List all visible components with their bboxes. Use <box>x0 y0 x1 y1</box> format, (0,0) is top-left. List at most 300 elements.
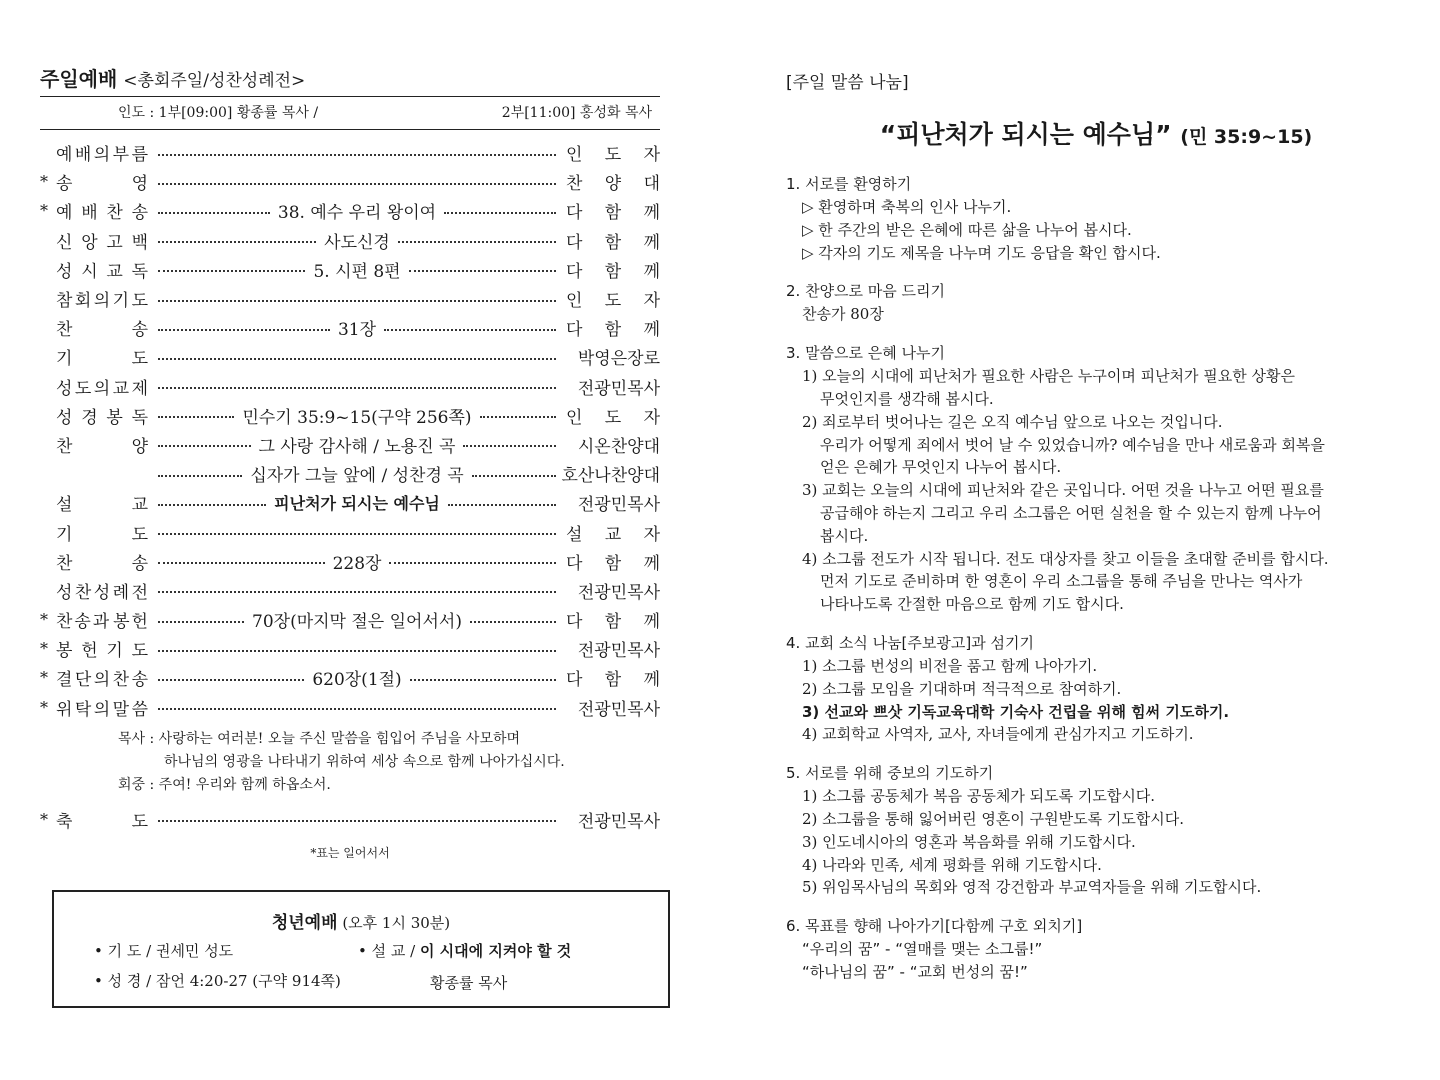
order-person <box>566 286 660 311</box>
order-label-char: 도 <box>131 291 148 312</box>
dot-leader <box>158 401 556 430</box>
order-label-char: 설 <box>56 495 73 516</box>
order-label <box>56 490 148 515</box>
dot-line <box>463 445 556 447</box>
dot-leader <box>158 488 556 517</box>
section-heading: 5. 서로를 위해 중보의 기도하기 <box>786 764 994 783</box>
order-label-char: 말 <box>112 699 130 720</box>
dot-line <box>158 591 556 593</box>
order-label-char: 송 <box>56 174 73 195</box>
order-label-char: 의 <box>93 699 111 720</box>
order-person-char: 다 <box>566 612 583 633</box>
order-label-char: 봉 <box>56 641 73 662</box>
order-row <box>40 517 660 546</box>
dot-line <box>384 329 556 331</box>
section-item: 2) 죄로부터 벗어나는 길은 오직 예수님 앞으로 나오는 것입니다. <box>802 412 1223 431</box>
dot-line <box>158 241 316 243</box>
order-label-char: 도 <box>131 641 148 662</box>
dot-line <box>398 241 556 243</box>
order-person <box>566 578 660 603</box>
section-item: 3) 선교와 쁘삿 기독교육대학 기숙사 건립을 위해 힘써 기도하기. <box>802 702 1230 721</box>
section-item: 1) 소그룹 공동체가 복음 공동체가 되도록 기도합시다. <box>802 787 1156 806</box>
order-person-char: 함 <box>604 203 622 224</box>
order-label-char: 독 <box>131 261 148 282</box>
order-label <box>56 695 148 720</box>
dot-leader <box>158 313 556 342</box>
order-person-char: 교 <box>604 524 622 545</box>
section-item: 3) 인도네시아의 영혼과 복음화를 위해 기도합시다. <box>802 832 1136 851</box>
order-label-char: 신 <box>56 232 73 253</box>
dot-leader <box>158 430 556 459</box>
dot-line <box>389 562 556 564</box>
dot-line <box>472 475 556 477</box>
dot-line <box>158 504 266 506</box>
youth-preacher: 황종률 목사 <box>430 974 508 992</box>
order-person <box>566 403 660 428</box>
order-person-char: 께 <box>643 553 660 574</box>
dot-leader <box>158 663 556 692</box>
order-person-char: 양 <box>604 174 622 195</box>
order-label <box>56 169 148 194</box>
dot-leader <box>158 342 556 371</box>
order-label-char: 찬 <box>56 612 73 633</box>
order-label-char: 성 <box>93 582 111 603</box>
dot-leader <box>158 167 556 196</box>
dot-leader <box>158 634 556 663</box>
sharing-title-line <box>786 115 1406 151</box>
order-label <box>56 374 148 399</box>
order-person-char: 전광민목사 <box>577 378 660 399</box>
order-detail: 피난처가 되시는 예수님 <box>274 494 440 514</box>
order-label-char: 찬 <box>74 582 92 603</box>
order-label-char: 독 <box>131 407 148 428</box>
order-person-char: 인 <box>566 407 583 428</box>
section-item: 5) 위임목사님의 목회와 영적 강건함과 부교역자들을 위해 기도합시다. <box>802 878 1262 897</box>
order-person <box>566 169 660 194</box>
order-person-char: 께 <box>643 612 660 633</box>
section-heading: 2. 찬양으로 마음 드리기 <box>786 282 946 301</box>
order-label-char: 영 <box>131 174 148 195</box>
section-item: 1) 소그룹 번성의 비전을 품고 함께 나아가기. <box>802 656 1098 675</box>
order-label-char: 제 <box>131 378 148 399</box>
order-label-char: 탁 <box>74 699 92 720</box>
order-detail: 620장(1절) <box>312 670 402 691</box>
order-person <box>566 344 660 369</box>
order-row <box>40 342 660 371</box>
dot-line <box>158 445 251 447</box>
order-person <box>566 140 660 165</box>
order-row <box>40 488 660 517</box>
order-person-char: 함 <box>604 670 622 691</box>
sharing-sections <box>786 173 1406 984</box>
dot-leader <box>158 547 556 576</box>
order-label-char: 의 <box>93 145 111 166</box>
order-detail: 70장(마지막 절은 일어서서) <box>252 612 462 633</box>
section-item: 무엇인지를 생각해 봅시다. <box>820 389 994 408</box>
order-person-char: 전광민목사 <box>577 495 660 516</box>
dot-line <box>158 183 556 185</box>
worship-subtitle: <총회주일/성찬성례전> <box>123 71 306 91</box>
order-label-char: 찬 <box>112 670 130 691</box>
order-label-char: 송 <box>131 670 148 691</box>
response-congregation: 회중 : 주여! 우리와 함께 하옵소서. <box>118 776 331 793</box>
order-person <box>566 490 660 515</box>
order-person-char: 시온찬양대 <box>577 436 660 457</box>
order-person <box>561 461 660 487</box>
order-label-char: 시 <box>81 261 98 282</box>
sharing-section <box>786 342 1406 616</box>
order-label-char: 의 <box>93 670 111 691</box>
order-person-char: 전광민목사 <box>577 582 660 603</box>
order-label-char: 단 <box>74 670 92 691</box>
section-item: “우리의 꿈” - “열매를 맺는 소그룹!” <box>802 940 1043 959</box>
order-label-char: 부 <box>112 145 130 166</box>
order-label-char: 과 <box>92 612 110 633</box>
order-person <box>566 665 660 690</box>
order-row <box>40 255 660 284</box>
section-item: ▷ 한 주간의 받은 은혜에 따른 삶을 나누어 봅시다. <box>802 220 1132 239</box>
response-pastor-line-1: 목사 : 사랑하는 여러분! 오늘 주신 말씀을 힘입어 주님을 사모하며 <box>118 730 521 747</box>
order-person-char: 인 <box>566 145 583 166</box>
section-item: 3) 교회는 오늘의 시대에 피난처와 같은 곳입니다. 어떤 것을 나누고 어떤 필요를 <box>802 481 1324 500</box>
order-person-char: 박영은장로 <box>577 349 660 370</box>
order-label-char: 도 <box>131 811 148 832</box>
order-detail: 그 사랑 감사해 / 노용진 곡 <box>258 436 456 457</box>
dot-line <box>158 416 234 418</box>
order-label-char: 배 <box>74 145 92 166</box>
standing-mark: * <box>40 668 48 688</box>
order-label-char: 례 <box>112 582 130 603</box>
youth-prayer: • 기 도 / 권세민 성도 <box>94 942 234 960</box>
order-person-char: 다 <box>566 232 583 253</box>
order-label <box>56 286 148 311</box>
order-person-char: 도 <box>604 407 622 428</box>
order-label <box>56 403 148 428</box>
section-item: 먼저 기도로 준비하며 한 영혼이 우리 소그룹을 통해 주님을 만나는 역사가 <box>820 572 1303 591</box>
order-label-char: 양 <box>131 436 148 457</box>
section-heading: 1. 서로를 환영하기 <box>786 175 912 193</box>
order-label-char: 결 <box>56 670 73 691</box>
order-label-char: 축 <box>56 811 73 832</box>
order-of-service <box>40 138 660 722</box>
order-person-char: 함 <box>604 612 622 633</box>
order-person <box>566 636 660 661</box>
order-row <box>40 605 660 634</box>
section-item: 4) 교회학교 사역자, 교사, 자녀들에게 관심가지고 기도하기. <box>802 725 1194 744</box>
order-label-char: 성 <box>56 407 73 428</box>
sharing-title: “피난처가 되시는 예수님” <box>879 120 1172 149</box>
order-label <box>56 665 148 690</box>
standing-mark: * <box>40 697 48 717</box>
section-item: 2) 소그룹을 통해 잃어버린 영혼이 구원받도록 기도합시다. <box>802 809 1185 828</box>
order-person-char: 자 <box>643 524 660 545</box>
section-item: 4) 소그룹 전도가 시작 됩니다. 전도 대상자를 찾고 이들을 초대할 준비를 합시다. <box>802 549 1329 568</box>
dot-line <box>158 533 556 535</box>
responsive-reading <box>40 728 660 797</box>
section-item: 4) 나라와 민족, 세계 평화를 위해 기도합시다. <box>802 855 1102 874</box>
order-label-char: 회 <box>74 291 92 312</box>
standing-mark: * <box>40 610 48 630</box>
section-item: 찬송가 80장 <box>802 305 884 324</box>
order-label <box>56 228 148 253</box>
order-label <box>56 315 148 340</box>
worship-order-page <box>40 64 660 861</box>
order-person-char: 전광민목사 <box>577 811 660 832</box>
order-label-char: 찬 <box>56 320 73 341</box>
sharing-section <box>786 762 1406 899</box>
response-pastor-line-2: 하나님의 영광을 나타내기 위하여 세상 속으로 함께 나아가십시다. <box>164 753 565 770</box>
worship-heading <box>40 64 660 96</box>
order-label-char: 의 <box>93 291 111 312</box>
order-row <box>40 663 660 692</box>
youth-heading <box>54 908 668 933</box>
order-person <box>566 807 660 832</box>
order-row <box>40 430 660 459</box>
sharing-section <box>786 280 1406 326</box>
dot-leader <box>158 196 556 225</box>
order-detail: 십자가 그늘 앞에 / 성찬경 곡 <box>250 466 464 487</box>
order-person-char: 전광민목사 <box>577 699 660 720</box>
order-label <box>56 520 148 545</box>
order-person-char: 다 <box>566 261 583 282</box>
order-row <box>40 805 660 834</box>
order-person-char: 께 <box>643 261 660 282</box>
order-person-char: 께 <box>643 203 660 224</box>
order-person-char: 다 <box>566 553 583 574</box>
order-detail: 민수기 35:9~15(구약 256쪽) <box>242 407 472 428</box>
order-label-char: 백 <box>131 232 148 253</box>
order-label-char: 기 <box>56 349 73 370</box>
order-label-char: 예 <box>56 145 73 166</box>
order-person-char: 도 <box>604 291 622 312</box>
order-label-char: 기 <box>106 641 123 662</box>
section-item: “하나님의 꿈” - “교회 번성의 꿈!” <box>802 962 1028 981</box>
order-person <box>566 520 660 545</box>
order-person <box>566 315 660 340</box>
section-item: 나타나도록 간절한 마음으로 함께 기도 합시다. <box>820 595 1124 614</box>
order-label-char: 위 <box>56 699 73 720</box>
order-label-char: 씀 <box>131 699 148 720</box>
order-person-char: 인 <box>566 291 583 312</box>
order-row <box>40 138 660 167</box>
dot-line <box>448 504 556 506</box>
order-label-char: 송 <box>131 320 148 341</box>
order-person <box>566 607 660 632</box>
order-label-char: 도 <box>131 349 148 370</box>
order-label-char: 송 <box>74 612 91 633</box>
order-row <box>40 226 660 255</box>
dot-line <box>158 212 270 214</box>
dot-line <box>158 679 304 681</box>
order-person-char: 다 <box>566 320 583 341</box>
order-label-char: 찬 <box>106 203 123 224</box>
order-person <box>566 695 660 720</box>
order-person <box>566 432 660 457</box>
order-label <box>56 578 148 603</box>
dot-line <box>158 387 556 389</box>
section-heading: 3. 말씀으로 은혜 나누기 <box>786 344 946 363</box>
order-person <box>566 549 660 574</box>
dot-leader <box>158 138 556 167</box>
order-label-char: 름 <box>131 145 148 166</box>
order-label-char: 배 <box>81 203 98 224</box>
order-person-char: 대 <box>643 174 660 195</box>
dot-line <box>158 270 305 272</box>
order-label-char: 교 <box>106 261 123 282</box>
order-row <box>40 313 660 342</box>
sharing-section <box>786 173 1406 264</box>
order-label-char: 헌 <box>81 641 98 662</box>
order-label <box>56 432 148 457</box>
order-person-char: 호산나찬양대 <box>561 466 660 487</box>
order-label-char: 도 <box>131 524 148 545</box>
section-heading: 4. 교회 소식 나눔[주보광고]과 섬기기 <box>786 633 1034 652</box>
order-person-char: 께 <box>643 670 660 691</box>
section-item: ▷ 각자의 기도 제목을 나누며 기도 응답을 확인 합시다. <box>802 243 1161 262</box>
dot-leader <box>158 576 556 605</box>
order-label-char: 교 <box>112 378 130 399</box>
order-person <box>566 198 660 223</box>
sharing-header: [주일 말씀 나눔] <box>786 73 909 93</box>
section-heading: 6. 목표를 향해 나아가기[다함께 구호 외치기] <box>786 917 1083 936</box>
worship-leaders <box>40 96 660 130</box>
dot-line <box>158 820 556 822</box>
order-label-char: 도 <box>74 378 92 399</box>
order-label <box>56 807 148 832</box>
order-row <box>40 634 660 663</box>
dot-leader <box>158 372 556 401</box>
order-person-char: 찬 <box>566 174 583 195</box>
dot-line <box>158 300 556 302</box>
order-row <box>40 401 660 430</box>
order-label-char: 예 <box>56 203 73 224</box>
order-person-char: 함 <box>604 232 622 253</box>
order-person-char: 설 <box>566 524 583 545</box>
dot-line <box>158 475 242 477</box>
order-label-char: 참 <box>56 291 73 312</box>
sharing-scripture-ref: (민 35:9~15) <box>1180 126 1313 148</box>
standing-mark: * <box>40 172 48 192</box>
youth-sermon-title: 이 시대에 지켜야 할 것 <box>419 942 572 960</box>
dot-line <box>480 416 556 418</box>
order-label <box>56 140 148 165</box>
order-label <box>56 636 148 661</box>
order-row <box>40 547 660 576</box>
order-label <box>56 549 148 574</box>
order-label-char: 앙 <box>81 232 98 253</box>
dot-line <box>158 562 325 564</box>
leader-second-service: 2부[11:00] 홍성화 목사 <box>501 105 652 121</box>
order-label-char: 헌 <box>131 612 148 633</box>
order-label-char: 교 <box>131 495 148 516</box>
order-person-char: 께 <box>643 320 660 341</box>
section-item: 얻은 은혜가 무엇인지 나누어 봅시다. <box>820 458 1062 477</box>
order-person-char: 자 <box>643 407 660 428</box>
order-detail: 228장 <box>332 553 382 574</box>
order-label-char: 송 <box>131 553 148 574</box>
order-label-char: 송 <box>131 203 148 224</box>
standing-footnote: *표는 일어서서 <box>310 845 390 860</box>
order-label-char: 기 <box>56 524 73 545</box>
leader-first-service: 인도 : 1부[09:00] 황종률 목사 / <box>118 105 319 121</box>
order-person-char: 다 <box>566 203 583 224</box>
order-detail: 38. 예수 우리 왕이여 <box>277 203 437 224</box>
order-label <box>56 257 148 282</box>
order-row <box>40 196 660 225</box>
dot-leader <box>158 605 556 634</box>
order-row <box>40 693 660 722</box>
section-item: ▷ 환영하며 축복의 인사 나누기. <box>802 198 1012 216</box>
dot-line <box>158 358 556 360</box>
order-label-char: 의 <box>93 378 111 399</box>
order-row <box>40 459 660 488</box>
dot-line <box>158 154 556 156</box>
dot-leader <box>158 805 556 834</box>
order-person-char: 함 <box>604 553 622 574</box>
dot-line <box>158 621 244 623</box>
order-person <box>566 257 660 282</box>
section-item: 공급해야 하는지 그리고 우리 소그룹은 어떤 실천을 할 수 있는지 함께 나누어 <box>820 503 1322 522</box>
order-row <box>40 284 660 313</box>
order-label-char: 봉 <box>113 612 130 633</box>
standing-mark: * <box>40 809 48 829</box>
order-person-char: 다 <box>566 670 583 691</box>
order-label-char: 성 <box>56 582 73 603</box>
sharing-section <box>786 632 1406 746</box>
dot-leader <box>158 517 556 546</box>
order-detail: 31장 <box>337 320 377 341</box>
order-label <box>56 198 148 223</box>
standing-mark: * <box>40 639 48 659</box>
order-label-char: 찬 <box>56 436 73 457</box>
order-person-char: 함 <box>604 261 622 282</box>
order-person-char: 께 <box>643 232 660 253</box>
section-item: 1) 오늘의 시대에 피난처가 필요한 사람은 누구이며 피난처가 필요한 상황은 <box>802 367 1296 386</box>
order-label <box>56 607 148 632</box>
dot-leader <box>158 255 556 284</box>
order-person-char: 함 <box>604 320 622 341</box>
youth-sermon <box>358 940 571 961</box>
order-person-char: 전광민목사 <box>577 641 660 662</box>
order-person-char: 도 <box>604 145 622 166</box>
order-label-char: 봉 <box>106 407 123 428</box>
section-item: 우리가 어떻게 죄에서 벗어 날 수 있었습니까? 예수님을 만나 새로움과 회복을 <box>820 435 1325 454</box>
dot-leader <box>158 693 556 722</box>
section-item: 2) 소그룹 모임을 기대하며 적극적으로 참여하기. <box>802 679 1122 698</box>
order-row <box>40 167 660 196</box>
order-label <box>56 344 148 369</box>
order-detail: 사도신경 <box>324 232 390 253</box>
order-label-char: 성 <box>56 378 73 399</box>
order-label-char: 전 <box>131 582 148 603</box>
dot-line <box>410 679 556 681</box>
order-person <box>566 374 660 399</box>
dot-line <box>158 708 556 710</box>
benediction-row <box>40 805 660 834</box>
order-row <box>40 372 660 401</box>
youth-title: 청년예배 <box>271 913 338 933</box>
dot-leader <box>158 459 556 488</box>
dot-line <box>470 621 556 623</box>
order-label-char: 기 <box>112 291 130 312</box>
order-row <box>40 576 660 605</box>
youth-time: (오후 1시 30분) <box>342 914 451 932</box>
dot-line <box>158 329 330 331</box>
order-person <box>566 228 660 253</box>
section-item: 봅시다. <box>820 526 869 545</box>
order-label-char: 성 <box>56 261 73 282</box>
worship-title: 주일예배 <box>40 67 118 91</box>
